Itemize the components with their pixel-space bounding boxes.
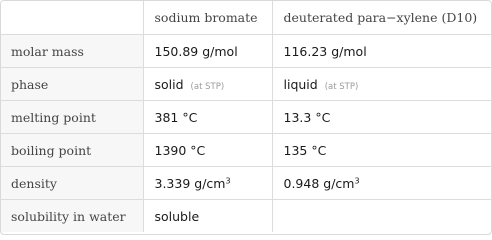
cell-para-xylene-molar-mass bbox=[272, 35, 491, 68]
unit: g/mol bbox=[331, 43, 367, 59]
table-row-molar-mass bbox=[1, 35, 491, 68]
unit bbox=[323, 176, 359, 191]
column-header-sodium-bromate: sodium bromate bbox=[143, 1, 272, 35]
table-row-melting-point bbox=[1, 101, 491, 134]
row-label-phase: phase bbox=[1, 68, 143, 101]
value: 150.89 bbox=[154, 43, 199, 59]
cell-sodium-bromate-solubility: soluble bbox=[143, 200, 272, 233]
table-row-phase bbox=[1, 68, 491, 101]
phase-note: (at STP) bbox=[190, 81, 225, 92]
phase-note: (at STP) bbox=[324, 81, 359, 92]
row-label-density: density bbox=[1, 167, 143, 200]
table-row-boiling-point bbox=[1, 134, 491, 167]
cell-para-xylene-density bbox=[272, 167, 491, 200]
unit-exponent: 3 bbox=[225, 176, 231, 186]
row-label-melting-point: melting point bbox=[1, 101, 143, 134]
cell-sodium-bromate-boiling-point bbox=[143, 134, 272, 167]
header-row bbox=[1, 1, 491, 35]
value: 381 bbox=[154, 109, 179, 125]
value: 1390 bbox=[154, 142, 187, 158]
table-row-solubility bbox=[1, 200, 491, 233]
cell-para-xylene-melting-point bbox=[272, 101, 491, 134]
row-label-solubility-in-water: solubility in water bbox=[1, 200, 143, 233]
row-label-boiling-point: boiling point bbox=[1, 134, 143, 167]
table-row-density bbox=[1, 167, 491, 200]
cell-sodium-bromate-melting-point bbox=[143, 101, 272, 134]
value: 116.23 bbox=[283, 43, 328, 59]
unit-base: g/cm bbox=[194, 175, 226, 191]
unit: °C bbox=[315, 109, 331, 125]
cell-para-xylene-boiling-point bbox=[272, 134, 491, 167]
value: 0.948 bbox=[283, 175, 320, 191]
value: 3.339 bbox=[154, 175, 191, 191]
unit: g/mol bbox=[202, 43, 238, 59]
column-header-deuterated-para-xylene: deuterated para−xylene (D10) bbox=[272, 1, 491, 35]
value: 13.3 bbox=[283, 109, 312, 125]
unit: °C bbox=[311, 142, 327, 158]
unit bbox=[194, 176, 230, 191]
unit-base: g/cm bbox=[323, 175, 355, 191]
cell-sodium-bromate-molar-mass bbox=[143, 35, 272, 68]
value: liquid bbox=[283, 76, 318, 92]
cell-para-xylene-phase bbox=[272, 68, 491, 101]
row-label-molar-mass: molar mass bbox=[1, 35, 143, 68]
cell-sodium-bromate-density bbox=[143, 167, 272, 200]
unit-exponent: 3 bbox=[354, 176, 360, 186]
value: 135 bbox=[283, 142, 308, 158]
comparison-table bbox=[1, 1, 491, 232]
header-corner-cell bbox=[1, 1, 143, 35]
unit: °C bbox=[182, 109, 198, 125]
cell-para-xylene-solubility bbox=[272, 200, 491, 233]
unit: °C bbox=[190, 142, 206, 158]
value: solid bbox=[154, 76, 184, 92]
cell-sodium-bromate-phase bbox=[143, 68, 272, 101]
